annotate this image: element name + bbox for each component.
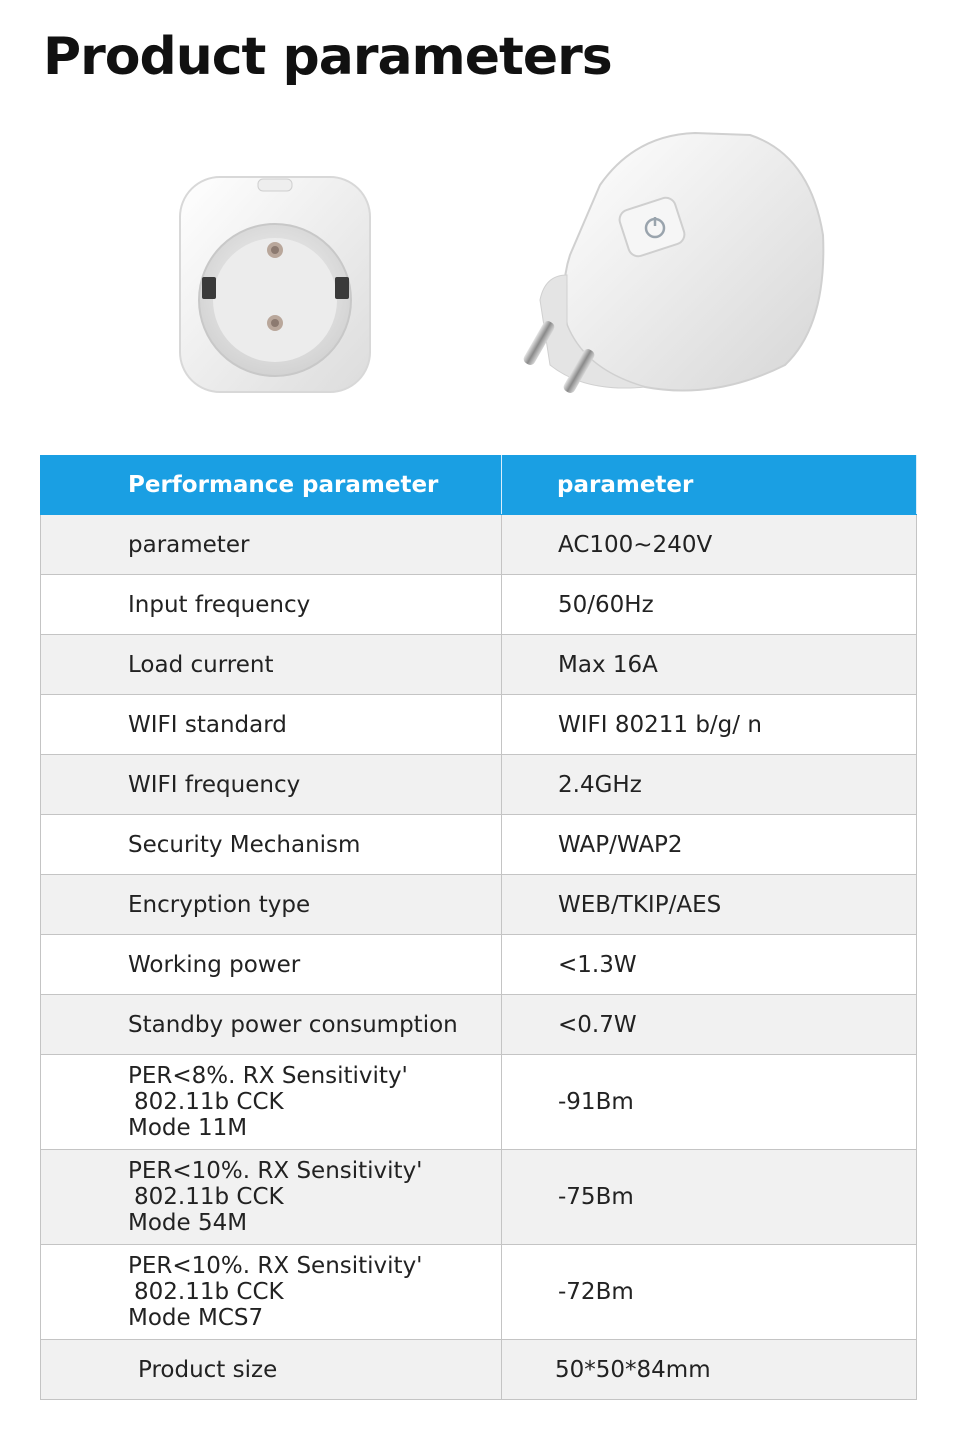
table-row (41, 575, 917, 635)
parameters-table (40, 455, 917, 1400)
row-label: Product size (41, 1340, 502, 1400)
label-line: PER<8%. RX Sensitivity' (128, 1063, 408, 1089)
smart-plug-front-image (170, 165, 380, 405)
row-label: Input frequency (41, 575, 502, 635)
table-row (41, 1340, 917, 1400)
label-line: Mode MCS7 (128, 1305, 264, 1331)
table-row (41, 815, 917, 875)
table-header-row (41, 456, 917, 515)
header-performance-parameter: Performance parameter (41, 456, 502, 515)
table-row (41, 515, 917, 575)
table-row (41, 935, 917, 995)
row-value: WAP/WAP2 (502, 815, 917, 875)
label-line: PER<10%. RX Sensitivity' (128, 1253, 423, 1279)
smart-plug-side-image (505, 125, 835, 405)
table-row (41, 1150, 917, 1245)
row-value: AC100~240V (502, 515, 917, 575)
table-row (41, 875, 917, 935)
page-title: Product parameters (43, 27, 612, 87)
row-label: Working power (41, 935, 502, 995)
label-line: PER<10%. RX Sensitivity' (128, 1158, 423, 1184)
row-value: -75Bm (502, 1150, 917, 1245)
row-label: Encryption type (41, 875, 502, 935)
row-label: Standby power consumption (41, 995, 502, 1055)
row-value: Max 16A (502, 635, 917, 695)
row-label: WIFI frequency (41, 755, 502, 815)
row-label (41, 1245, 502, 1340)
header-parameter: parameter (502, 456, 917, 515)
label-line: 802.11b CCK (134, 1089, 284, 1115)
table-row (41, 995, 917, 1055)
row-label: parameter (41, 515, 502, 575)
row-label: Load current (41, 635, 502, 695)
table-row (41, 635, 917, 695)
row-label: WIFI standard (41, 695, 502, 755)
label-line: 802.11b CCK (134, 1184, 284, 1210)
row-label: Security Mechanism (41, 815, 502, 875)
table-row (41, 755, 917, 815)
row-value: 2.4GHz (502, 755, 917, 815)
row-value: WIFI 80211 b/g/ n (502, 695, 917, 755)
row-value: -72Bm (502, 1245, 917, 1340)
row-value: 50*50*84mm (502, 1340, 917, 1400)
label-line: 802.11b CCK (134, 1279, 284, 1305)
row-value: WEB/TKIP/AES (502, 875, 917, 935)
row-value: <0.7W (502, 995, 917, 1055)
label-line: Mode 54M (128, 1210, 248, 1236)
row-label (41, 1150, 502, 1245)
row-value: -91Bm (502, 1055, 917, 1150)
table-row (41, 1055, 917, 1150)
label-line: Mode 11M (128, 1115, 248, 1141)
row-value: <1.3W (502, 935, 917, 995)
row-value: 50/60Hz (502, 575, 917, 635)
table-row (41, 1245, 917, 1340)
table-row (41, 695, 917, 755)
row-label (41, 1055, 502, 1150)
